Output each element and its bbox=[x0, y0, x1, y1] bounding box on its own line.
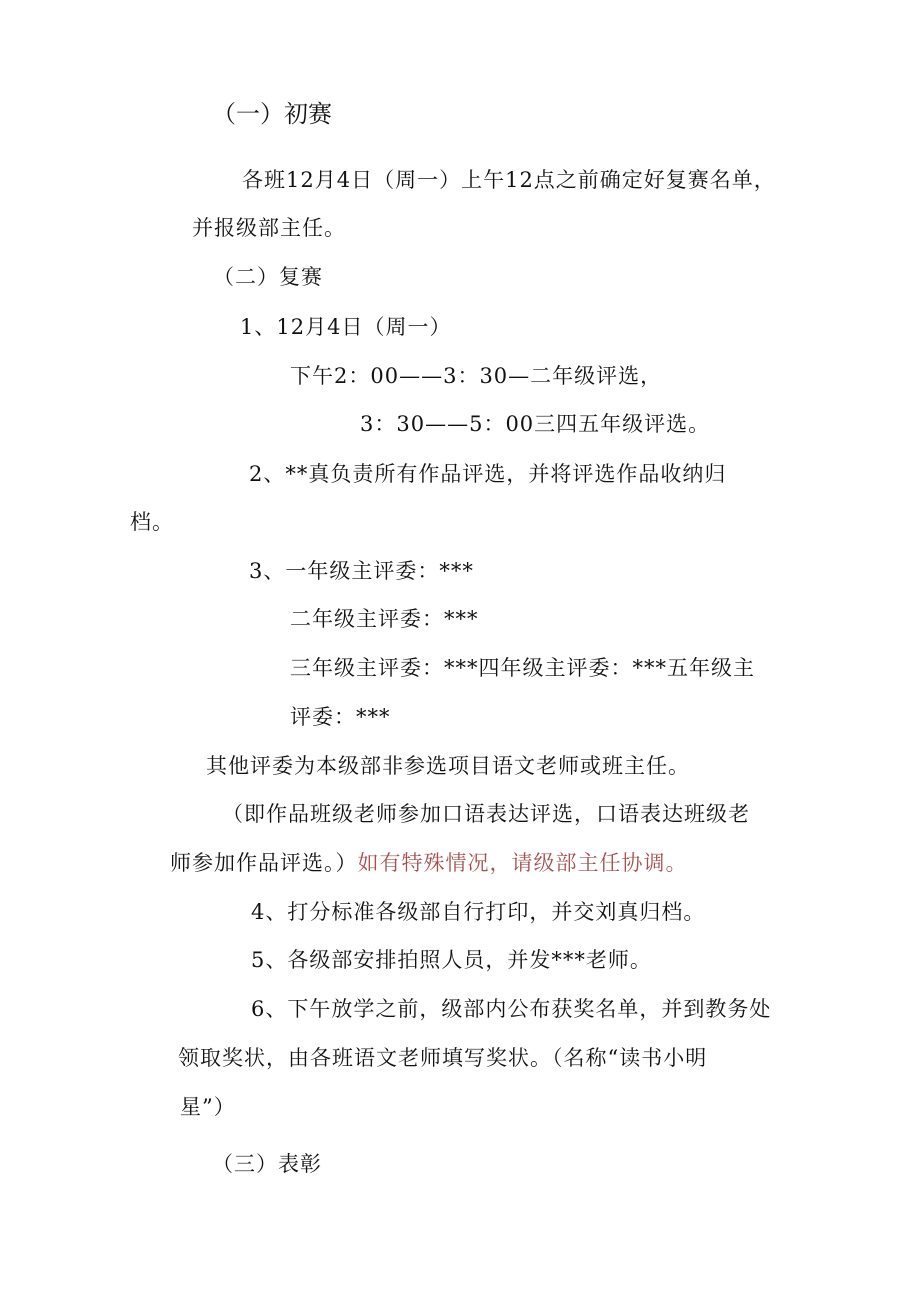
special-case-note: 如有特殊情况，请级部主任协调。 bbox=[357, 851, 688, 875]
item-4: 4、打分标准各级部自行打印，并交刘真归档。 bbox=[251, 900, 706, 924]
item-3-grade1-judge: 3、一年级主评委：*** bbox=[249, 559, 474, 583]
section-heading-preliminary: （一）初赛 bbox=[212, 100, 332, 128]
section-heading-commendation: （三）表彰 bbox=[212, 1152, 322, 1176]
item-6-line-3: 星”） bbox=[180, 1095, 236, 1119]
item-6-line-1: 6、下午放学之前，级部内公布获奖名单，并到教务处 bbox=[251, 997, 772, 1021]
item-2-line-1: 2、**真负责所有作品评选，并将评选作品收纳归 bbox=[249, 462, 727, 486]
preliminary-paragraph-line-1: 各班12月4日（周一）上午12点之前确定好复赛名单， bbox=[242, 168, 776, 192]
note-paragraph-line-2 bbox=[170, 849, 688, 877]
item-2-line-2: 档。 bbox=[130, 510, 174, 534]
item-1-schedule-grade2: 下午2：00——3：30—二年级评选， bbox=[290, 364, 663, 388]
item-1-schedule-grade345: 3：30——5：00三四五年级评选。 bbox=[360, 412, 711, 436]
section-heading-semifinal: （二）复赛 bbox=[213, 265, 323, 289]
note-paragraph-text: 师参加作品评选。） bbox=[170, 851, 358, 875]
preliminary-paragraph-line-2: 并报级部主任。 bbox=[192, 216, 346, 240]
item-3-grade345-judges: 三年级主评委：***四年级主评委：***五年级主 bbox=[290, 656, 755, 680]
item-3-grade5-judge-cont: 评委：*** bbox=[290, 705, 391, 729]
other-judges-paragraph: 其他评委为本级部非参选项目语文老师或班主任。 bbox=[206, 754, 690, 778]
item-1-date: 1、12月4日（周一） bbox=[240, 315, 452, 339]
item-3-grade2-judge: 二年级主评委：*** bbox=[290, 607, 479, 631]
item-5: 5、各级部安排拍照人员，并发***老师。 bbox=[251, 948, 652, 972]
note-paragraph-line-1: （即作品班级老师参加口语表达评选，口语表达班级老 bbox=[222, 802, 750, 826]
item-6-line-2: 领取奖状，由各班语文老师填写奖状。（名称“读书小明 bbox=[178, 1046, 708, 1070]
